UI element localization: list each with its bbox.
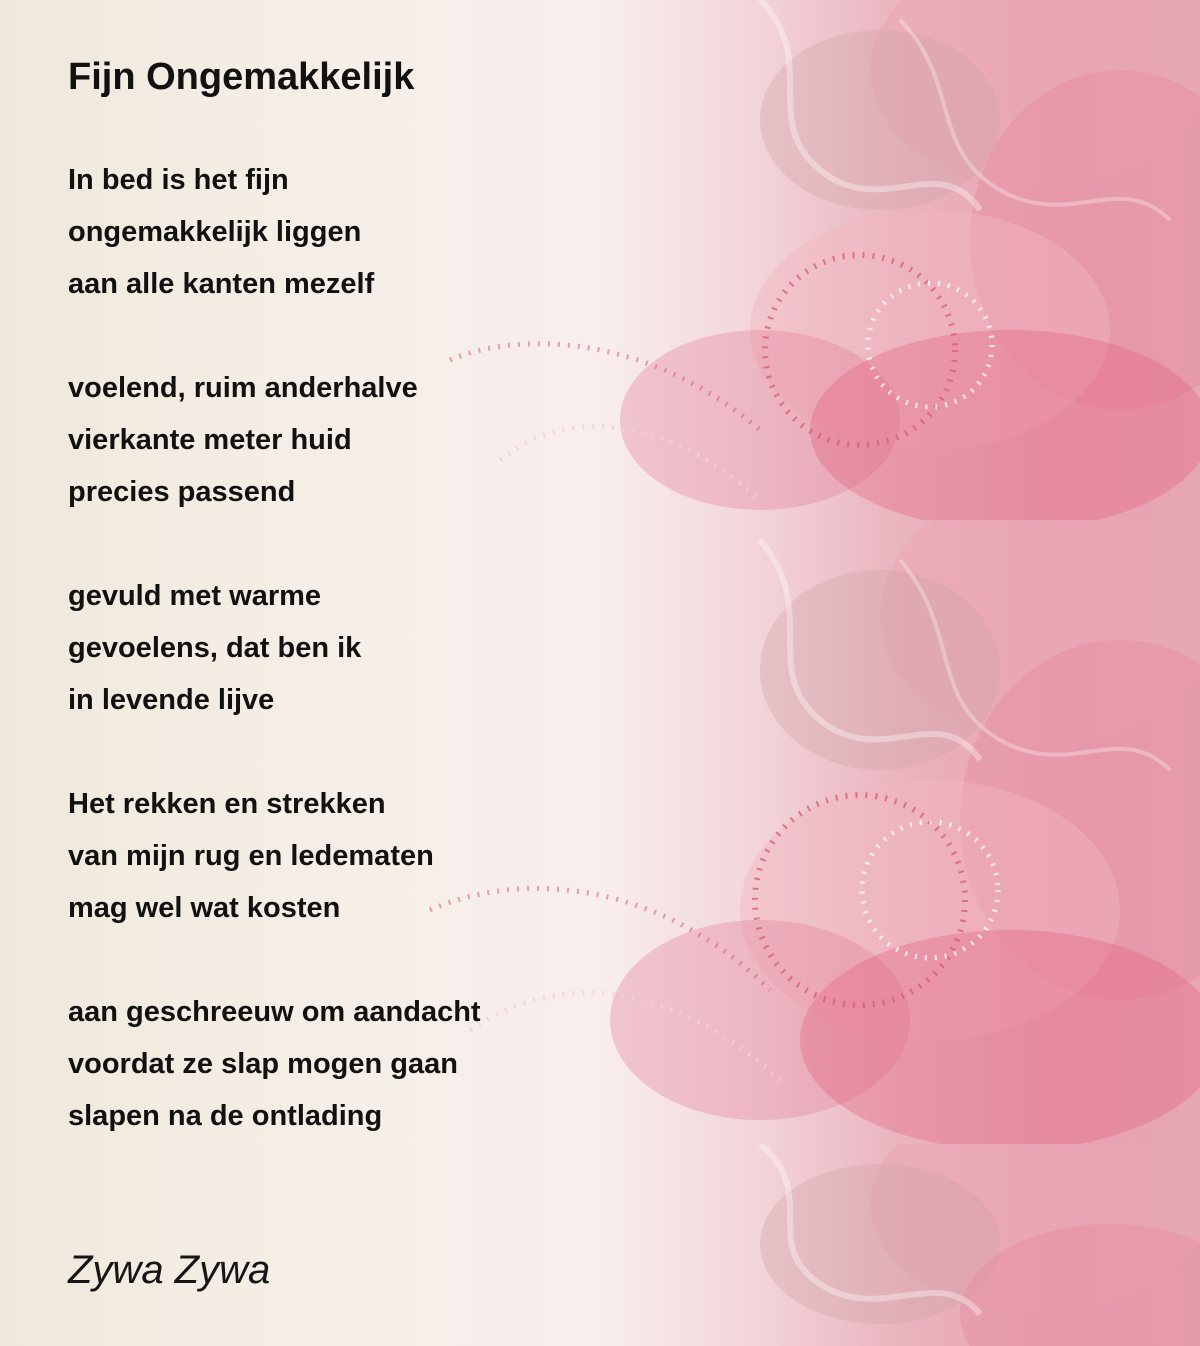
- poem-body: [68, 154, 481, 1142]
- poem-line: precies passend: [68, 476, 296, 508]
- background-floral-band-bottom: [0, 1144, 1200, 1346]
- poem-line: In bed is het fijn: [68, 164, 289, 196]
- stanza: [68, 362, 481, 518]
- poem-line: mag wel wat kosten: [68, 892, 341, 924]
- poem-line: voordat ze slap mogen gaan: [68, 1048, 458, 1080]
- poem-line: Het rekken en strekken: [68, 788, 386, 820]
- poem-line: gevoelens, dat ben ik: [68, 632, 362, 664]
- poem-line: van mijn rug en ledematen: [68, 840, 434, 872]
- poem-line: in levende lijve: [68, 684, 275, 716]
- poem-line: aan alle kanten mezelf: [68, 268, 375, 300]
- stanza: [68, 778, 481, 934]
- floral-decoration: [0, 1144, 1200, 1346]
- poem-line: voelend, ruim anderhalve: [68, 372, 418, 404]
- poem-line: ongemakkelijk liggen: [68, 216, 362, 248]
- stanza: [68, 154, 481, 310]
- poem-line: gevuld met warme: [68, 580, 322, 612]
- poem-line: aan geschreeuw om aandacht: [68, 996, 481, 1028]
- poem-title: Fijn Ongemakkelijk: [68, 56, 415, 98]
- poem-line: vierkante meter huid: [68, 424, 352, 456]
- stanza: [68, 986, 481, 1142]
- stanza: [68, 570, 481, 726]
- poem-author: Zywa Zywa: [68, 1248, 271, 1292]
- poem-line: slapen na de ontlading: [68, 1100, 383, 1132]
